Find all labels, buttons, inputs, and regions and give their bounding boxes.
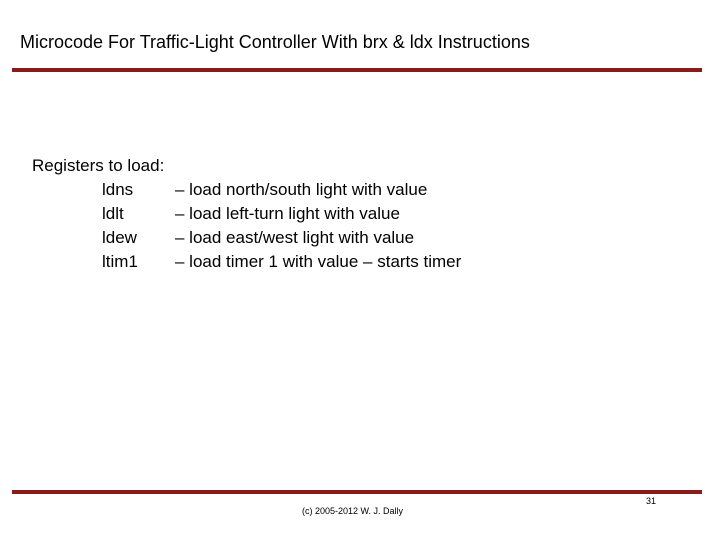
register-description: – load north/south light with value [175,180,428,199]
footer-credit: (c) 2005-2012 W. J. Dally [302,506,404,516]
register-description: – load east/west light with value [175,228,415,247]
slide-body [32,154,461,274]
register-name: ldlt [102,204,124,223]
register-row [32,250,461,274]
registers-intro: Registers to load: [32,156,165,175]
title-divider [12,68,702,72]
page-number: 31 [646,496,657,506]
register-name: ldns [102,180,134,199]
slide-title: Microcode For Traffic-Light Controller With brx & ldx Instructions [20,32,530,52]
register-name: ltim1 [102,252,138,271]
register-row [32,178,461,202]
register-description: – load timer 1 with value – starts timer [175,252,462,271]
register-name: ldew [102,228,137,247]
register-description: – load left-turn light with value [175,204,400,223]
footer-divider [12,490,702,494]
register-row [32,226,461,250]
register-row [32,202,461,226]
